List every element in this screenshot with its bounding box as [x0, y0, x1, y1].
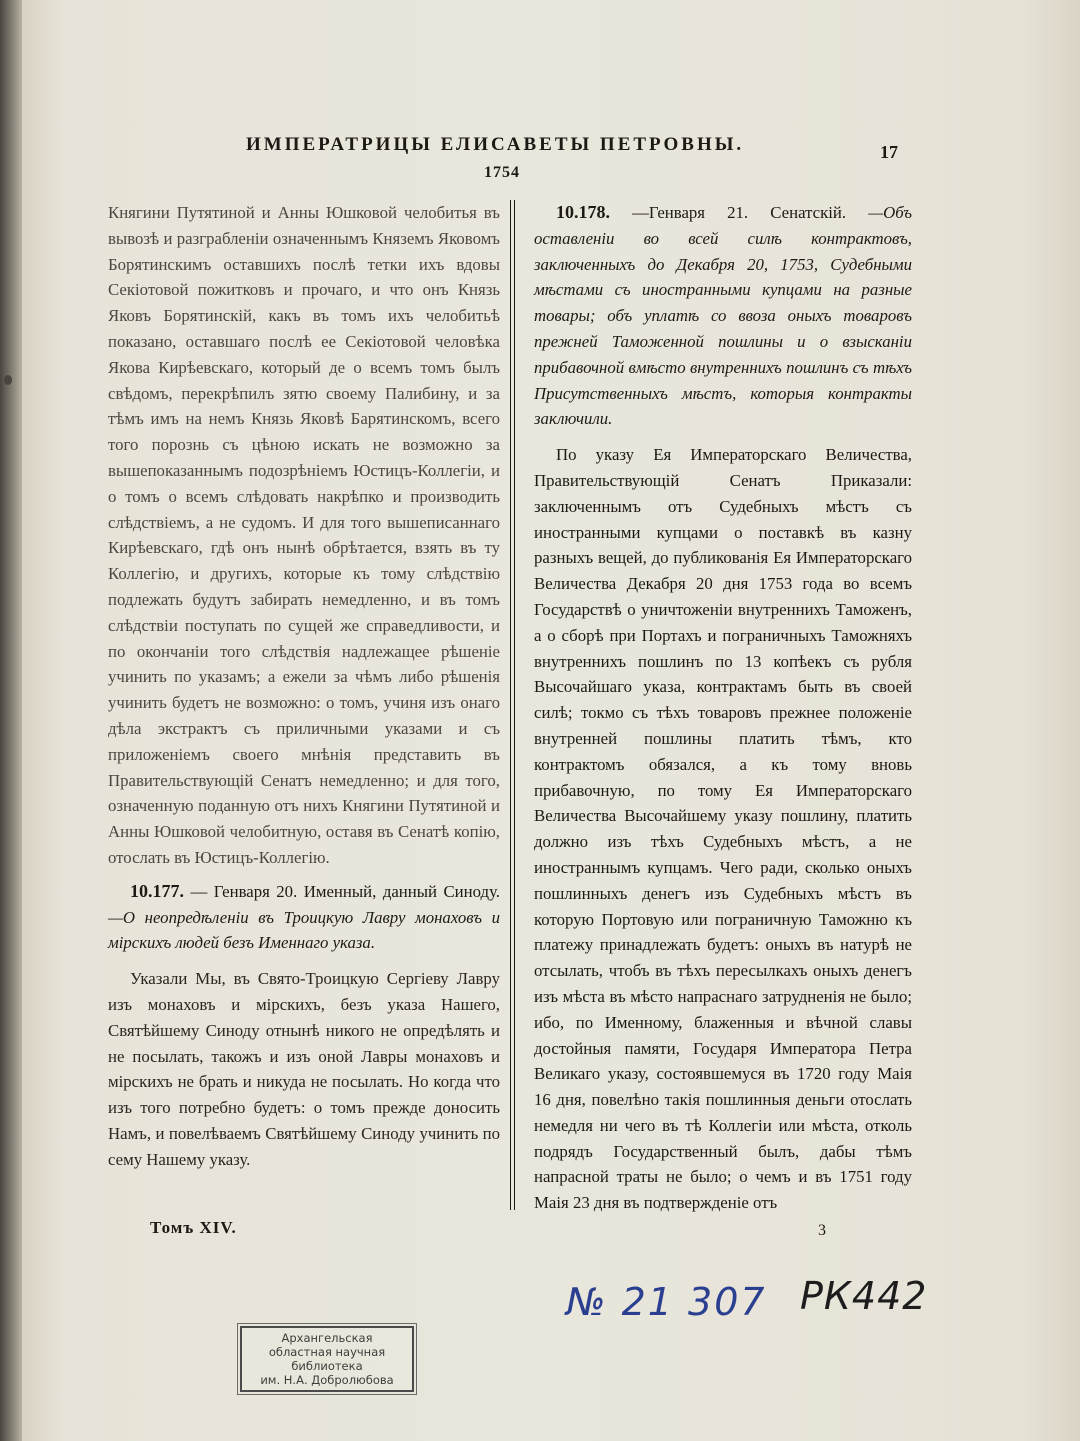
- entry-number: 10.177.: [130, 880, 184, 901]
- entry-kind: Сенатскій.: [770, 203, 847, 222]
- year-heading: 1754: [484, 164, 520, 181]
- entry-date: — Генваря 20.: [190, 881, 298, 901]
- entry-summary: —Объ оставленіи во всей силѣ контрактовъ, заключенныхъ до Декабря 20, 1753, Судебными мѣстами съ иностранными купцами на разные товары; объ уплатѣ со ввоза оныхъ товаровъ прежней Таможенной пошлины и о взысканіи прибавочной вмѣсто внутреннихъ пошлинъ съ тѣхъ Присутственныхъ мѣстъ, которыя контракты заключили.: [534, 203, 912, 429]
- entry-summary: —О неопредѣленіи въ Троицкую Лавру монаховъ и мірскихъ людей безъ Именнаго указа.: [108, 907, 500, 953]
- left-column: [108, 200, 500, 1172]
- entry-kind: Именный, данный Синоду.: [303, 881, 500, 901]
- handwritten-inventory-number: № 21 307: [566, 1280, 767, 1324]
- stamp-line: библиотека: [291, 1359, 363, 1373]
- entry-10178-heading: [534, 200, 912, 432]
- stamp-line: им. Н.А. Добролюбова: [260, 1373, 394, 1387]
- library-stamp: [240, 1326, 414, 1392]
- signature-mark: 3: [818, 1222, 826, 1239]
- entry-10178-body: По указу Ея Императорскаго Величества, Правительствующій Сенатъ Приказали: заключеннымъ отъ Судебныхъ мѣстъ съ иностранными купцами о поставкѣ въ казну разныхъ вещей, до публикованія Ея Императорскаго Величества Декабря 20 дня 1753 года во всемъ Государствѣ о уничтоженіи внутреннихъ Таможенъ, а о сборѣ при Портахъ и пограничныхъ Таможняхъ внутреннихъ пошлинъ по 13 копѣекъ съ рубля Высочайшаго указа, контрактамъ быть въ своей силѣ; токмо съ тѣхъ товаровъ прежнее положеніе внутренней пошлины платить тѣмъ, кто контрактомъ обязался, а къ тому вновь прибавочную, по тому Ея Императорскаго Величества Высочайшему указу пошлину, платить должно изъ тѣхъ Судебныхъ мѣстъ, а не иностраннымъ купцамъ. Чего ради, сколько оныхъ пошлинныхъ денегъ изъ Судебныхъ мѣстъ въ которую Портовую или пограничную Таможню къ платежу принадлежать будетъ: оныхъ въ натурѣ не отсылать, чтобъ въ тѣхъ пересылкахъ оныхъ денегъ изъ мѣста въ мѣсто напраснаго затрудненія не было; ибо, по Именному, блаженныя и вѣчной славы достойныя памяти, Государя Императора Петра Великаго указу, состоявшемуся въ 1720 году Маія 16 дня, повелѣно такія пошлинныя деньги отослать немедля ни чего въ тѣ Коллегіи или мѣста, отколь подрядъ Государственный былъ, дабы тѣмъ напрасной траты не было; о чемъ и въ 1751 году Маія 23 дня въ подтвержденіе отъ: [534, 445, 912, 1213]
- entry-date: —Генваря 21.: [632, 203, 749, 222]
- column-divider: [510, 200, 515, 1210]
- continuation-text: Княгини Путятиной и Анны Юшковой челобитья въ вывозѣ и разграбленіи означеннымъ Княземъ Яковомъ Борятинскимъ оставшихъ послѣ тетки ихъ вдовы Секіотовой пожитковъ и прочаго, и что онъ Князь Яковъ Борятинскій, какъ въ томъ ихъ челобитьѣ показано, оставшаго послѣ ее Секіотовой человѣка Якова Кирѣевскаго, который де о всемъ томъ былъ свѣдомъ, перекрѣпилъ зятю своему Палибину, и за тѣмъ имъ на немъ Князь Яковѣ Барятинскомъ, всего того порознь съ цѣною искать не возможно за вышепоказаннымъ подозрѣніемъ Юстицъ-Коллегіи, и о томъ о всемъ слѣдовать накрѣпко и производить слѣдствіемъ, а не судомъ. И для того вышеписаннаго Кирѣевскаго, гдѣ онъ нынѣ обрѣтается, взять въ ту Коллегію, и другихъ, которые къ тому слѣдствію подлежать будутъ забирать немедленно, и въ томъ слѣдствіи поступать по сущей же справедливости, и по окончаніи того слѣдствія надлежащее рѣшеніе учинить по указамъ; а ежели за чѣмъ либо рѣшенія учинить будетъ не возможно: о томъ, учиня изъ онаго дѣла экстрактъ съ приличными указами и съ приложеніемъ своего мнѣнія представить въ Правительствующій Сенатъ немедленно; и для того, означенную поданную отъ нихъ Княгини Путятиной и Анны Юшковой челобитную, оставя въ Сенатѣ копію, отослать въ Юстицъ-Коллегію.: [108, 203, 500, 867]
- volume-footer: Томъ XIV.: [150, 1218, 237, 1237]
- page-number: 17: [880, 142, 898, 162]
- book-spine: [0, 0, 22, 1441]
- entry-10177-body: Указали Мы, въ Свято-Троицкую Сергіеву Лавру изъ монаховъ и мірскихъ, безъ указа Нашего, Святѣйшему Синоду отнынѣ никого не опредѣлять и не посылать, такожъ и изъ оной Лавры монаховъ и мірскихъ не брать и никуда не посылать. Но когда что изъ того потребно будетъ: о томъ прежде доносить Намъ, и повелѣваемъ Святѣйшему Синоду учинить по сему Нашему указу.: [108, 969, 500, 1169]
- running-head: ИМПЕРАТРИЦЫ ЕЛИСАВЕТЫ ПЕТРОВНЫ.: [246, 134, 745, 155]
- entry-number: 10.178.: [556, 202, 610, 222]
- right-column: [534, 200, 912, 1216]
- stamp-line: Архангельская: [281, 1331, 373, 1345]
- stamp-line: областная научная: [268, 1345, 386, 1359]
- margin-mark: [4, 375, 12, 385]
- handwritten-code: РК442: [800, 1274, 928, 1318]
- entry-10177-heading: [108, 879, 500, 956]
